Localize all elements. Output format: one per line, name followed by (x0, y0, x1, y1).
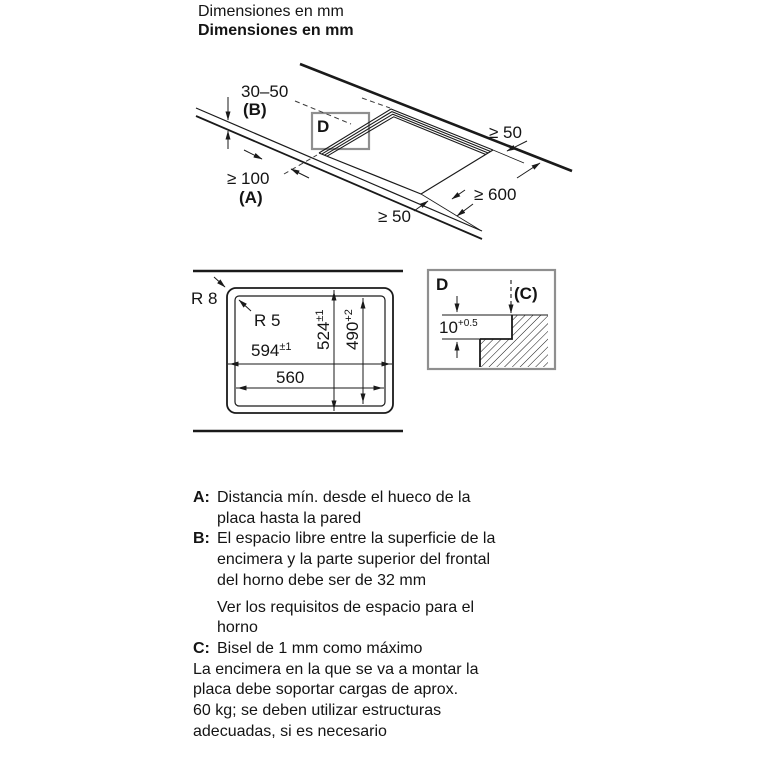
note-line: placa debe soportar cargas de aprox. (193, 681, 459, 699)
detail-ref-label: D (436, 275, 449, 294)
note-load-capacity (193, 660, 553, 743)
dim-wall-distance-value: ≥ 100 (227, 169, 270, 188)
wall-line (300, 64, 572, 171)
note-line: placa hasta la pared (217, 509, 362, 527)
note-oven-space (193, 598, 553, 639)
step-profile (480, 315, 512, 339)
note-line: La encimera en la que se va a montar la (193, 660, 479, 678)
dim-thickness-value: 30–50 (241, 82, 289, 101)
dim-outer-width-label: $594^{\pm 1}$ (251, 341, 292, 360)
installation-notes (193, 488, 553, 742)
bevel-ref-label: (C) (514, 284, 538, 303)
note-line: Ver los requisitos de espacio para el (217, 598, 475, 616)
page-title-bold: Dimensiones en mm (198, 21, 354, 39)
dim-cutout-width-label: 560 (276, 368, 305, 387)
detail-ref-label: D (317, 117, 330, 136)
dim-step-depth-label: $10^{+0.5}$ (439, 318, 478, 337)
note-c-label: C: (193, 639, 210, 657)
dim-outer-depth-label: $524^{\pm 1}$ (314, 309, 333, 350)
dim-side-clearance: ≥ 50 (489, 123, 522, 142)
note-b-label: B: (193, 530, 210, 548)
dim-arrow-wall-distance (244, 150, 262, 159)
note-b (193, 529, 553, 591)
radius-outer-arrow (214, 277, 225, 287)
section-dashed-line (362, 98, 390, 108)
radius-inner-label: R 5 (254, 311, 281, 330)
page-title-block (198, 3, 354, 40)
cutout-dimensions-drawing (185, 262, 407, 438)
dim-arrow-front-clearance (452, 190, 465, 199)
radius-outer-label: R 8 (191, 289, 218, 308)
note-a (193, 488, 553, 529)
page-title: Dimensiones en mm (198, 3, 344, 20)
detail-d-section-drawing (424, 266, 564, 374)
extension-line (493, 150, 524, 163)
iso-installation-drawing (188, 54, 580, 248)
radius-inner-arrow (239, 300, 251, 311)
dim-cutout-depth-label: $490^{+2}$ (343, 309, 362, 350)
note-line: del horno debe ser de 32 mm (217, 571, 427, 589)
worktop-section-hatch (480, 315, 548, 367)
dim-thickness-ref: (B) (243, 100, 267, 119)
note-a-label: A: (193, 489, 210, 506)
note-line: encimera y la parte superior del frontal (217, 551, 491, 569)
note-line: El espacio libre entre la superficie de la (217, 530, 496, 548)
dim-arrow-depth (517, 163, 540, 178)
dim-front-clearance: ≥ 50 (378, 207, 411, 226)
note-line: Distancia mín. desde el hueco de la (217, 489, 471, 506)
note-c (193, 639, 553, 660)
note-line: adecuadas, si es necesario (193, 722, 387, 740)
dim-arrow-wall-distance (291, 169, 309, 178)
note-line: horno (217, 619, 258, 637)
dim-worktop-depth: ≥ 600 (474, 185, 517, 204)
dim-arrow-depth (457, 204, 473, 216)
note-line: 60 kg; se deben utilizar estructuras (193, 702, 442, 720)
cutout-edge-band (322, 112, 491, 155)
dim-wall-distance-ref: (A) (239, 188, 263, 207)
note-line: Bisel de 1 mm como máximo (217, 639, 423, 657)
